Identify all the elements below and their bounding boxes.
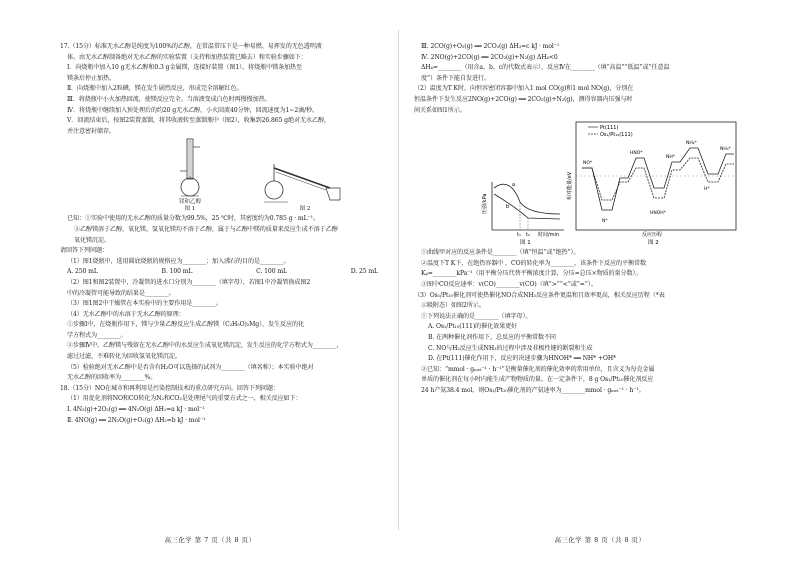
text-line: 体。由无水乙醇制备绝对无水乙醇的实验装置（支持和加热装置已略去）和实验步骤如下： bbox=[67, 53, 307, 61]
curve-a bbox=[494, 184, 560, 214]
question-17 bbox=[60, 42, 386, 137]
text-line: 24 h产氨38.4 mol，则Os₁/Pt₁₀催化剂的产氨速率为________mmol · gₘₑₜ⁻¹ · h⁻¹。 bbox=[421, 386, 645, 394]
figure-2 bbox=[260, 144, 350, 213]
text-line: 示吸附态）如图2所示。 bbox=[421, 302, 485, 310]
text-line: ②乙醇镁溶于乙醇，氧化镁、氢氧化镁均不溶于乙醇，属于与乙醇中镁的质量来反应生成不溶于乙醇 bbox=[74, 225, 338, 233]
text-line: （5）检验绝对无水乙醇中是否含有H₂O可以选择的试剂为________（填名称）；本实验中绝对 bbox=[67, 363, 314, 371]
energy-profile-figure bbox=[566, 122, 736, 246]
reflux-apparatus-diagram bbox=[160, 137, 220, 199]
question-18-parts-2-3 bbox=[414, 248, 770, 322]
text-line: 无水乙醇的回收率为________%。 bbox=[67, 374, 157, 382]
text-line: Kₚ=________kPa⁻¹（用平衡分压代替平衡浓度计算，分压=总压×物质的量分数）。 bbox=[421, 270, 642, 278]
pt111-pathway bbox=[582, 148, 734, 210]
fig1-label-reagent: 镁和乙醇 bbox=[178, 199, 201, 206]
figure-1-caption: 图 1 bbox=[184, 206, 196, 213]
question-18-options bbox=[414, 322, 770, 364]
sub-questions-2-5 bbox=[60, 278, 386, 384]
text-line: Ⅳ．将烧瓶中继续加入预处理后的约20 g无水乙醇，小火回流40分钟，回流速度为1~2滴/秒。 bbox=[67, 106, 319, 114]
text-line: ②步骤Ⅳ中，乙醇镁与残留在无水乙醇中的水反应生成氧化镁沉淀，发生反应的化学方程式为________， bbox=[67, 342, 343, 350]
text-line: Ⅴ．回流结束后，按图2装置蒸馏，将其收液转至蒸馏瓶中（图2），收集到26.865 g绝对无水乙醇， bbox=[67, 117, 330, 125]
text-line: 并注意密封储存。 bbox=[67, 127, 115, 135]
text-line: ΔH₄=________（用含a、b、c的代数式表示），反应Ⅳ在________（填“高温”“低温”或“任意温 bbox=[421, 64, 670, 72]
text-line: 已知：①实验中使用的无水乙醇的质量分数为99.5%，25 ℃时，其密度约为0.785 g · mL⁻¹。 bbox=[67, 215, 319, 223]
question-18 bbox=[60, 384, 386, 426]
fig2-species-nh3: NH₃* bbox=[720, 147, 731, 153]
fig1-curve-a-label: a bbox=[512, 182, 516, 189]
figure-1 bbox=[160, 137, 220, 213]
answer-option: A. Os₁/Pt₁₀(111)的催化效果更好 bbox=[428, 323, 518, 331]
sub-question-1-options bbox=[60, 267, 386, 278]
answer-option: D. 25 mL bbox=[350, 268, 378, 276]
sub-question-1 bbox=[60, 257, 386, 268]
question-18-continued bbox=[414, 42, 770, 116]
answer-option: C. NO与H₂反应生成NH₃的过程中涉及非极性键的断裂和生成 bbox=[428, 344, 593, 352]
fig1-xlabel: 时间/min bbox=[538, 232, 560, 239]
text-line: ①下列说法正确的是________（填字母）。 bbox=[421, 312, 532, 320]
fig1-ylabel: 压强/kPa bbox=[482, 193, 488, 215]
fig2-species-n: N* bbox=[602, 219, 608, 225]
text-line: ①步骤Ⅰ中，在烧瓶作用下，镁与少量乙醇反应生成乙醇镁（C₂H₅O)₂Mg），发生反应的化 bbox=[67, 321, 304, 329]
text-line: 镁条后停止加热。 bbox=[67, 74, 115, 82]
text-line: 恒温条件下发生反应2NO(g)+2CO(g) ══ 2CO₂(g)+N₂(g)，测得容器内压强与时 bbox=[414, 95, 633, 103]
kinetics-figures bbox=[414, 118, 770, 246]
text-line: 中的冷凝管可能导致的结果是________。 bbox=[67, 289, 175, 297]
fig2-species-nh: NH* bbox=[666, 155, 675, 161]
text-line: Ⅲ. 2CO(g)+O₂(g) ══ 2CO₂(g) ΔH₃=c kJ · mol⁻¹ bbox=[421, 43, 560, 50]
fig2-legend-pt: Pt(111) bbox=[600, 125, 619, 132]
text-line: Ⅰ．向烧瓶中加入10 g无水乙醇和0.3 g金属镁，连接好装置（图1），将烧瓶中镁条加热至 bbox=[67, 64, 303, 72]
figures-1-2 bbox=[414, 118, 770, 246]
known-conditions bbox=[60, 214, 386, 246]
answer-option: D. 在Pt(111)催化作用下，反应的决速步骤为HNOH* ══ NH* +OH* bbox=[428, 355, 616, 363]
ospt-pathway bbox=[582, 158, 734, 200]
text-line: Ⅳ. 2NO(g)+2CO(g) ══ 2CO₂(g)+N₂(g) ΔH₄<0 bbox=[421, 53, 558, 61]
text-line: ③图中CO反应速率：v(CO)________v(CO)（填“>”“<”或“=”）。 bbox=[421, 280, 597, 288]
fig2-legend-ospt: Os₁/Pt₁₀(111) bbox=[600, 132, 633, 139]
text-line: 间关系如图1所示。 bbox=[414, 106, 466, 114]
pressure-time-figure bbox=[481, 182, 564, 246]
text-line: （4）无水乙醇中的水溶于无水乙醇的原理： bbox=[67, 310, 185, 318]
text-line: 度”）条件下能自发进行。 bbox=[421, 74, 490, 82]
fig1-caption: 图 1 bbox=[520, 240, 531, 247]
text-line: （2）图1和图2装置中，冷凝管的进水口分别为________（填字母），若图1中冷凝管换成图2 bbox=[67, 278, 311, 286]
text-line: Ⅲ．将烧瓶中小火加热回流，使镁反应完全。当溶液变成白色时再慢慢加热。 bbox=[67, 95, 271, 103]
text-line: 滤过过滤，不难转化为回收氢氧化镁沉淀。 bbox=[67, 353, 181, 361]
left-page-footer: 高三化学 第 7 页（共 8 页） bbox=[164, 536, 256, 544]
fig2-xlabel: 反应历程 bbox=[642, 232, 663, 239]
fig1-curve-b-label: b bbox=[506, 204, 510, 211]
text-line: ②已知：“mmol · gₘₑₜ⁻¹ · h⁻¹”是衡量催化剂的催化效率的常用单位，且含义为每克金属 bbox=[421, 365, 655, 373]
answer-option: C. 100 mL bbox=[256, 268, 287, 276]
text-line: 单质的催化剂在每小时内能生成产物物质的量。在一定条件下，8 g Os₁/Pt₁₀催化剂反应 bbox=[421, 376, 654, 384]
distillation-apparatus-diagram bbox=[260, 144, 350, 206]
fig2-caption: 图 2 bbox=[648, 240, 659, 247]
fig2-species-h: H* bbox=[704, 187, 710, 193]
text-line: 17.（15分）标准无水乙醇是纯度为100%的乙醇，在常温常压下是一种易燃、易挥发的无色透明液 bbox=[60, 43, 322, 50]
text-line: （3）Os₁/Pt₁₀催化剂可使热催化NO合成NH₃反应条件更温和且效率更高，相关反应历程（*表 bbox=[414, 291, 665, 299]
fig2-species-nh2: NH₂* bbox=[686, 141, 697, 147]
answer-option: A. 250 mL bbox=[67, 268, 98, 276]
right-page-footer: 高三化学 第 8 页（共 8 页） bbox=[554, 536, 646, 544]
text-line: ①曲线甲对应的反应条件是________（填“恒温”或“绝热”）。 bbox=[421, 249, 580, 257]
fig2-species-hno: HNO* bbox=[630, 151, 643, 157]
text-line: （3）图1图2中干燥管在本实验中的主要作用是________。 bbox=[67, 300, 222, 308]
fig1-tick-t2: t₂ bbox=[526, 232, 530, 239]
fig2-ylabel: 相对能量/eV bbox=[567, 171, 573, 201]
fig2-species-no: NO* bbox=[583, 161, 593, 167]
apparatus-figures bbox=[60, 139, 386, 213]
answer-option: B. 在两种催化剂作用下，总反应的平衡常数不同 bbox=[428, 333, 556, 341]
text-line: Ⅰ. 4N₂(g)+2O₂(g) ══ 4N₂O(g) ΔH₁=a kJ · mol⁻¹ bbox=[67, 406, 205, 414]
text-line: （2）温度为T K时，向恒容密闭容器中加入1 mol CO(g)和1 mol NO(g)，分别在 bbox=[414, 85, 634, 93]
text-line: 18.（15分）NO在城市和再利用是污染控制技术的重点研究方向。回答下列问题： bbox=[60, 384, 279, 392]
text-line: 学方程式为________。 bbox=[67, 331, 127, 339]
text-line: Ⅱ．向烧瓶中加入2粒碘，镁在发生剧烈反应，形成完全溶解红色。 bbox=[67, 85, 243, 93]
right-page bbox=[400, 0, 800, 566]
text-line: Ⅱ. 4NO(g) ══ 2N₂O(g)+O₂(g) ΔH₂=b kJ · mol⁻¹ bbox=[67, 416, 206, 424]
answer-intro: 请回答下列问题： bbox=[60, 247, 108, 255]
figure-2-caption: 图 2 bbox=[299, 206, 311, 213]
text-line: ②温度下T K下，在绝热容器中 ，CO的转化率为________，该条件下反应的平衡常数 bbox=[421, 259, 646, 267]
fig2-species-hnoh: HNOH* bbox=[650, 211, 666, 217]
fig1-tick-t1: t₁ bbox=[517, 232, 521, 239]
curve-b bbox=[494, 194, 560, 219]
text-line: （1）图1烧瓶中，选用圆底烧瓶的规格应为________；加入沸石的目的是________。 bbox=[67, 257, 290, 265]
text-line: （1）用促化剂将NO和CO转化为N₂和CO₂是处理尾气的重要方式之一，相关反应如下： bbox=[67, 395, 302, 403]
text-line: 氧化镁沉淀。 bbox=[74, 236, 110, 244]
question-18-final-part bbox=[414, 365, 770, 397]
answer-option: B. 100 mL bbox=[161, 268, 193, 276]
